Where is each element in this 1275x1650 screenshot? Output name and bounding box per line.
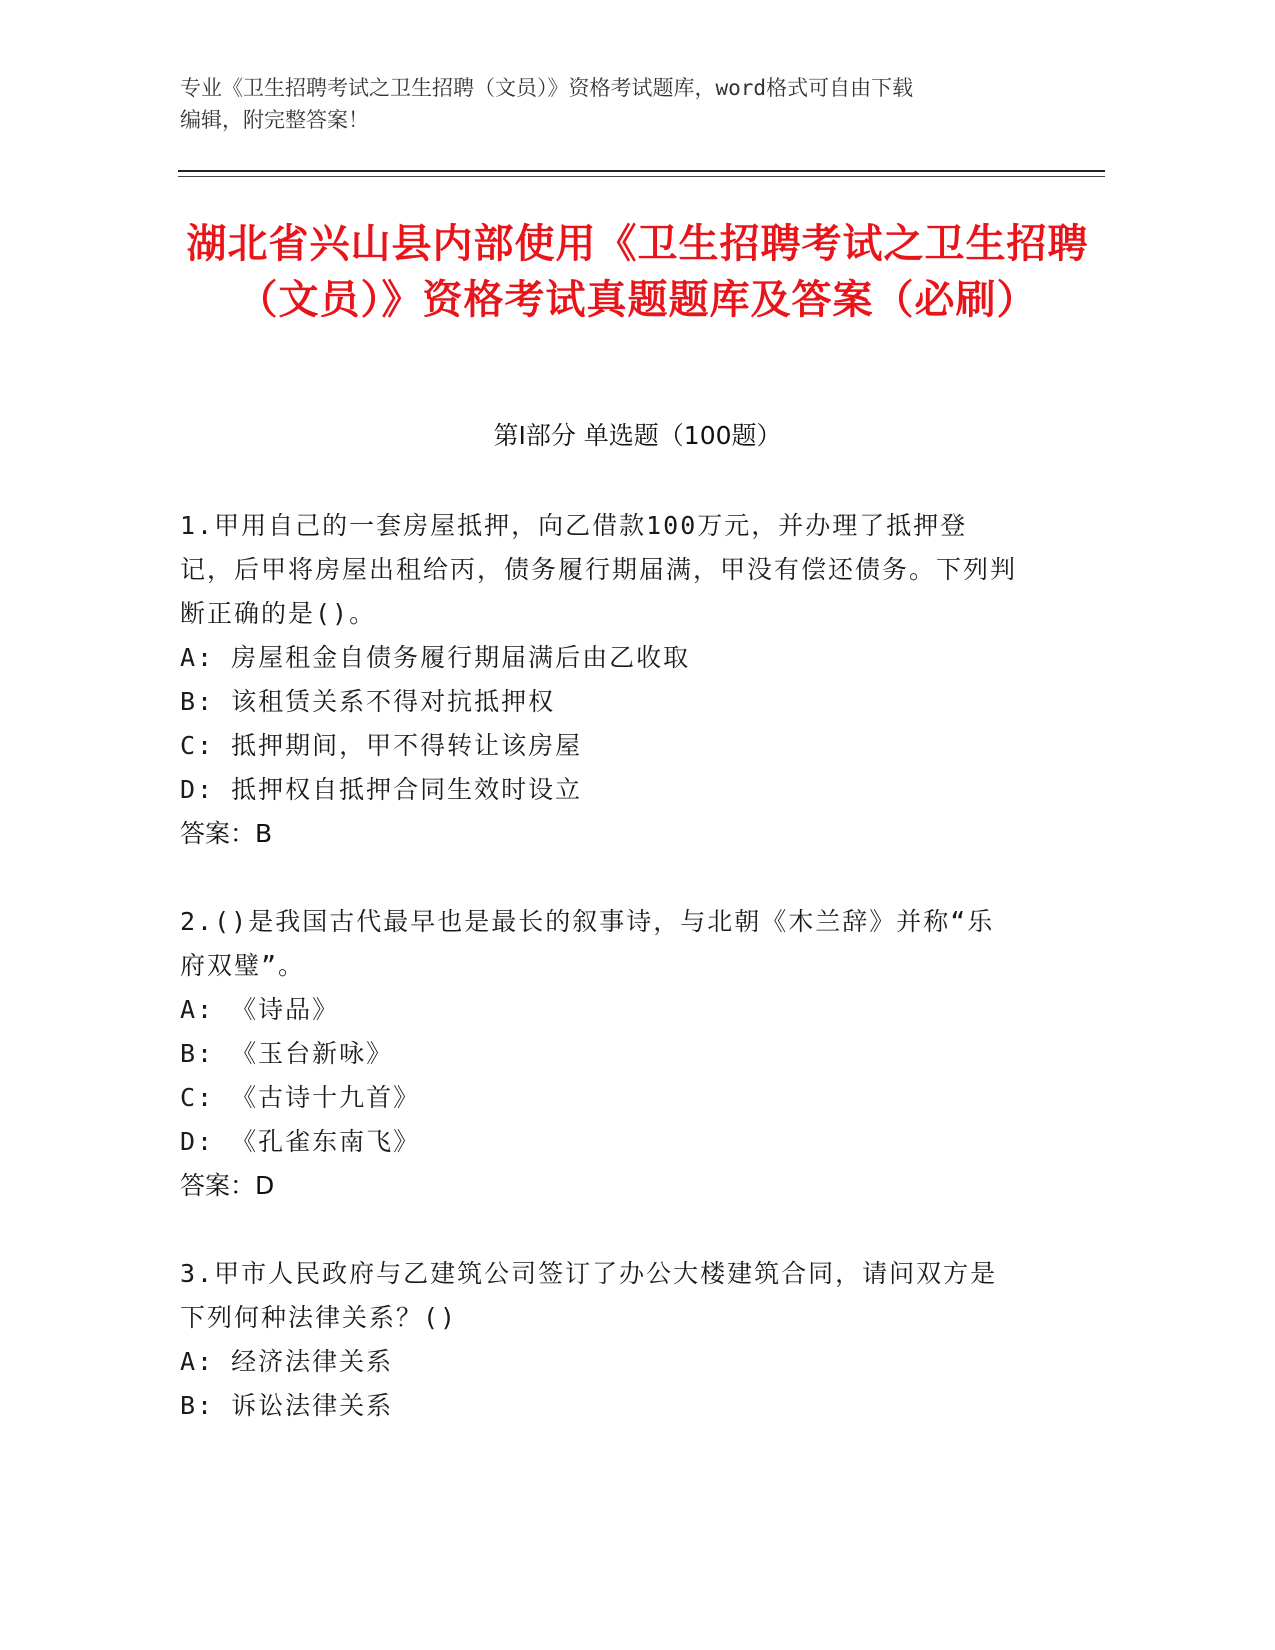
question-stem: 2.()是我国古代最早也是最长的叙事诗，与北朝《木兰辞》并称“乐府双璧”。 (180, 907, 995, 980)
option-b: B: 该租赁关系不得对抗抵押权 (180, 687, 556, 716)
header-note (180, 72, 1080, 136)
question-list (180, 504, 1020, 1472)
option-b: B: 《玉台新咏》 (180, 1039, 394, 1068)
option-c: C: 抵押期间，甲不得转让该房屋 (180, 731, 583, 760)
option-d: D: 《孔雀东南飞》 (180, 1127, 421, 1156)
header-divider-thick (178, 170, 1105, 172)
question-2 (180, 900, 1020, 1208)
question-3 (180, 1252, 1020, 1428)
answer-label: 答案：B (180, 819, 273, 848)
option-c: C: 《古诗十九首》 (180, 1083, 421, 1112)
option-a: A: 经济法律关系 (180, 1347, 394, 1376)
option-b: B: 诉讼法律关系 (180, 1391, 394, 1420)
question-stem: 1.甲用自己的一套房屋抵押，向乙借款100万元，并办理了抵押登记，后甲将房屋出租给丙，债务履行期届满，甲没有偿还债务。下列判断正确的是()。 (180, 511, 1018, 628)
option-a: A: 房屋租金自债务履行期届满后由乙收取 (180, 643, 691, 672)
header-divider-thin (178, 176, 1105, 177)
answer-label: 答案：D (180, 1171, 275, 1200)
header-note-line1: 专业《卫生招聘考试之卫生招聘（文员）》资格考试题库，word格式可自由下载 (180, 76, 914, 100)
question-1 (180, 504, 1020, 856)
question-stem: 3.甲市人民政府与乙建筑公司签订了办公大楼建筑合同，请问双方是下列何种法律关系？() (180, 1259, 998, 1332)
option-d: D: 抵押权自抵押合同生效时设立 (180, 775, 583, 804)
section-title: 第Ⅰ部分 单选题（100题） (493, 421, 782, 450)
option-a: A: 《诗品》 (180, 995, 340, 1024)
header-note-line2: 编辑，附完整答案！ (180, 108, 369, 132)
document-title: 湖北省兴山县内部使用《卫生招聘考试之卫生招聘（文员）》资格考试真题题库及答案（必刷） (186, 221, 1089, 323)
